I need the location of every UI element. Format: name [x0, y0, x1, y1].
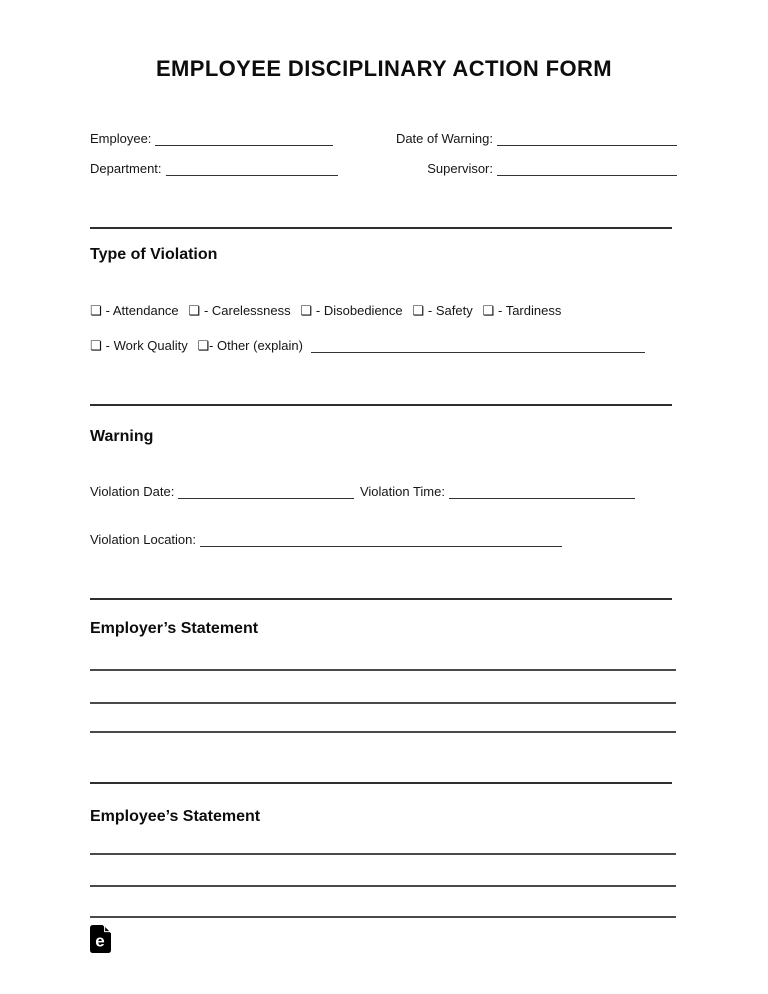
employee-field: [90, 131, 333, 147]
form-title: EMPLOYEE DISCIPLINARY ACTION FORM: [155, 56, 613, 81]
employee-statement-line[interactable]: [90, 916, 676, 918]
checkbox-icon[interactable]: ❏: [188, 304, 200, 319]
checkbox-icon[interactable]: ❏: [90, 339, 102, 354]
logo-letter: e: [95, 931, 105, 951]
checkbox-icon[interactable]: ❏: [482, 304, 494, 319]
checkbox-label: - Disobedience: [315, 303, 403, 318]
checkbox-icon[interactable]: ❏: [412, 304, 424, 319]
checkbox-item-carelessness[interactable]: [188, 303, 290, 320]
violation-time-label: Violation Time:: [359, 484, 445, 499]
employer-statement-line[interactable]: [90, 702, 676, 704]
checkbox-label: - Work Quality: [105, 338, 188, 353]
supervisor-label: Supervisor:: [427, 161, 493, 176]
date-of-warning-input-line[interactable]: [497, 131, 677, 146]
checkbox-label: - Carelessness: [203, 303, 291, 318]
employee-statement-heading: Employee’s Statement: [90, 808, 261, 825]
section-divider: [90, 404, 672, 406]
violation-location-label: Violation Location:: [90, 532, 197, 547]
employee-statement-line[interactable]: [90, 885, 676, 887]
department-field: [90, 161, 338, 177]
violation-checkbox-row-2: [90, 338, 645, 355]
employee-label: Employee:: [90, 131, 152, 146]
section-divider: [90, 782, 672, 784]
checkbox-item-tardiness[interactable]: [482, 303, 561, 320]
employer-statement-heading: Employer’s Statement: [90, 620, 259, 637]
date-of-warning-field: [396, 131, 677, 147]
warning-section-heading: Warning: [90, 428, 154, 445]
checkbox-item-work-quality[interactable]: [90, 338, 188, 355]
employee-input-line[interactable]: [155, 131, 333, 146]
checkbox-icon[interactable]: ❏: [197, 339, 210, 354]
violation-location-row: [90, 532, 562, 548]
violation-date-time-row: [90, 484, 635, 500]
violation-checkbox-row-1: [90, 303, 561, 320]
checkbox-icon[interactable]: ❏: [300, 304, 312, 319]
checkbox-icon[interactable]: ❏: [90, 304, 102, 319]
employer-statement-line[interactable]: [90, 731, 676, 733]
department-input-line[interactable]: [166, 161, 338, 176]
checkbox-label: - Safety: [427, 303, 473, 318]
section-divider: [90, 227, 672, 229]
date-of-warning-label: Date of Warning:: [395, 131, 493, 146]
checkbox-item-safety[interactable]: [412, 303, 472, 320]
department-label: Department:: [90, 161, 162, 176]
employer-statement-line[interactable]: [90, 669, 676, 671]
section-divider: [90, 598, 672, 600]
employee-statement-line[interactable]: [90, 853, 676, 855]
violation-section-heading: Type of Violation: [90, 246, 218, 263]
checkbox-item-disobedience[interactable]: [300, 303, 402, 320]
document-icon: [90, 925, 111, 953]
supervisor-input-line[interactable]: [497, 161, 677, 176]
violation-date-label: Violation Date:: [90, 484, 175, 499]
eforms-logo: [90, 925, 111, 958]
checkbox-item-other[interactable]: [197, 338, 303, 355]
other-explain-input-line[interactable]: [311, 338, 645, 353]
violation-time-input-line[interactable]: [449, 484, 635, 499]
checkbox-label: - Other (explain): [209, 338, 303, 353]
checkbox-label: - Tardiness: [498, 303, 562, 318]
supervisor-field: [427, 161, 677, 177]
checkbox-item-attendance[interactable]: [90, 303, 179, 320]
checkbox-label: - Attendance: [105, 303, 179, 318]
violation-date-input-line[interactable]: [178, 484, 354, 499]
violation-location-input-line[interactable]: [200, 532, 562, 547]
